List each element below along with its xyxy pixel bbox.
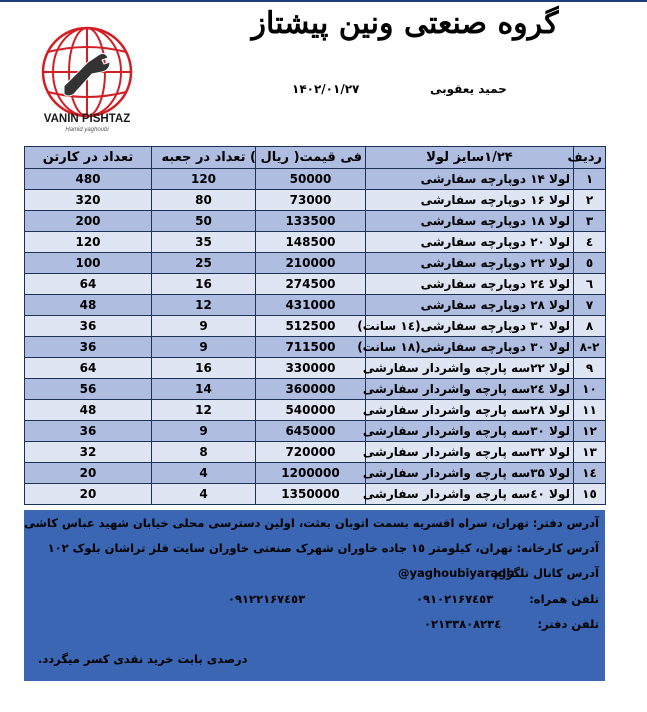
row-box-count: 12	[152, 295, 256, 316]
row-price: 1350000	[256, 484, 366, 505]
table-row	[25, 295, 606, 316]
row-description: لولا ۳۰سه پارچه واشردار سفارشی	[366, 421, 574, 442]
company-logo	[22, 24, 152, 134]
row-carton-count: 20	[25, 463, 152, 484]
discount-note: درصدی بابت خرید نقدی کسر میگردد.	[38, 652, 248, 666]
row-box-count: 16	[152, 358, 256, 379]
row-index: ۲	[574, 190, 606, 211]
row-price: 645000	[256, 421, 366, 442]
table-row	[25, 358, 606, 379]
row-box-count: 4	[152, 484, 256, 505]
row-description: لولا ۱۸ دوپارچه سفارشی	[366, 211, 574, 232]
document-date: ۱۴۰۲/۰۱/۲۷	[292, 82, 360, 96]
row-box-count: 9	[152, 421, 256, 442]
row-description: لولا ۳۰ دوپارچه سفارشی(۱٤ سانت)	[366, 316, 574, 337]
row-carton-count: 480	[25, 169, 152, 190]
row-carton-count: 200	[25, 211, 152, 232]
row-price: 50000	[256, 169, 366, 190]
globe-icon	[22, 24, 152, 134]
row-index: ۱۱	[574, 400, 606, 421]
contact-footer	[24, 510, 605, 681]
row-box-count: 16	[152, 274, 256, 295]
row-box-count: 25	[152, 253, 256, 274]
row-carton-count: 36	[25, 421, 152, 442]
row-box-count: 35	[152, 232, 256, 253]
person-name: حمید یعقوبی	[430, 82, 507, 96]
row-carton-count: 120	[25, 232, 152, 253]
row-description: لولا ۱۴ دوپارچه سفارشی	[366, 169, 574, 190]
row-index: ٤	[574, 232, 606, 253]
table-row	[25, 169, 606, 190]
row-description: لولا ۱۶ دوپارچه سفارشی	[366, 190, 574, 211]
row-description: لولا ۳۰ دوپارچه سفارشی(۱۸ سانت)	[366, 337, 574, 358]
header-carton-count: تعداد در کارتن	[25, 147, 152, 169]
page-title: گروه صنعتی ونین پیشتاز	[251, 6, 559, 41]
row-description: لولا ۲٤ دوپارچه سفارشی	[366, 274, 574, 295]
row-box-count: 9	[152, 316, 256, 337]
row-index: ۱۳	[574, 442, 606, 463]
row-price: 73000	[256, 190, 366, 211]
row-box-count: 50	[152, 211, 256, 232]
telegram-handle[interactable]: @yaghoubiyaragh	[398, 566, 515, 580]
row-index: ۹	[574, 358, 606, 379]
logo-subtext: Hamid yaghoubi	[65, 127, 109, 133]
row-carton-count: 100	[25, 253, 152, 274]
table-row	[25, 463, 606, 484]
table-row	[25, 211, 606, 232]
row-index: ۱۲	[574, 421, 606, 442]
row-box-count: 12	[152, 400, 256, 421]
row-price: 1200000	[256, 463, 366, 484]
table-row	[25, 442, 606, 463]
row-carton-count: 32	[25, 442, 152, 463]
price-table	[24, 146, 606, 505]
row-box-count: 14	[152, 379, 256, 400]
mobile-number-1: ۰۹۱۰۲۱۶۷٤٥۳	[416, 592, 494, 606]
table-row	[25, 337, 606, 358]
table-row	[25, 253, 606, 274]
row-carton-count: 20	[25, 484, 152, 505]
table-row	[25, 316, 606, 337]
header-index: ردیف	[574, 147, 606, 169]
row-description: لولا ٤۰سه پارچه واشردار سفارشی	[366, 484, 574, 505]
row-box-count: 4	[152, 463, 256, 484]
row-description: لولا ۲٤سه پارچه واشردار سفارشی	[366, 379, 574, 400]
row-carton-count: 56	[25, 379, 152, 400]
table-row	[25, 274, 606, 295]
row-index: ٦	[574, 274, 606, 295]
table-row	[25, 379, 606, 400]
row-box-count: 80	[152, 190, 256, 211]
office-address: آدرس دفتر: تهران، سراه افسریه بسمت اتوبان بعثت، اولین دسترسی محلی خیابان شهید عباس کاشی	[23, 516, 599, 530]
mobile-label: تلفن همراه:	[529, 592, 599, 606]
table-row	[25, 190, 606, 211]
row-price: 431000	[256, 295, 366, 316]
row-price: 330000	[256, 358, 366, 379]
row-description: لولا ۳۵سه پارچه واشردار سفارشی	[366, 463, 574, 484]
row-carton-count: 64	[25, 358, 152, 379]
row-index: ۸-۲	[574, 337, 606, 358]
row-price: 274500	[256, 274, 366, 295]
header-description: ۱/۲۴سایز لولا	[366, 147, 574, 169]
row-price: 133500	[256, 211, 366, 232]
row-carton-count: 64	[25, 274, 152, 295]
row-price: 512500	[256, 316, 366, 337]
table-row	[25, 232, 606, 253]
row-index: ۷	[574, 295, 606, 316]
row-carton-count: 48	[25, 295, 152, 316]
row-carton-count: 48	[25, 400, 152, 421]
telegram-label: آدرس کانال تلگرام :	[485, 566, 599, 580]
header-box-count: تعداد در جعبه	[152, 147, 256, 169]
row-description: لولا ۳۲سه پارچه واشردار سفارشی	[366, 442, 574, 463]
row-carton-count: 36	[25, 316, 152, 337]
row-box-count: 9	[152, 337, 256, 358]
row-index: ۱٥	[574, 484, 606, 505]
office-phone-label: تلفن دفتر:	[537, 617, 599, 631]
mobile-number-2: ۰۹۱۲۲۱۶۷٤٥۳	[228, 592, 306, 606]
row-box-count: 120	[152, 169, 256, 190]
row-price: 360000	[256, 379, 366, 400]
logo-text: VANIN PISHTAZ	[43, 113, 131, 125]
office-phone: ۰۲۱۳۳۸۰۸۲۳٤	[424, 617, 502, 631]
table-row	[25, 400, 606, 421]
row-index: ۸	[574, 316, 606, 337]
row-index: ۱	[574, 169, 606, 190]
row-description: لولا ۲۸ دوپارچه سفارشی	[366, 295, 574, 316]
row-price: 540000	[256, 400, 366, 421]
row-description: لولا ۲۸سه پارچه واشردار سفارشی	[366, 400, 574, 421]
row-box-count: 8	[152, 442, 256, 463]
row-price: 148500	[256, 232, 366, 253]
header-price: فی قیمت( ریال )	[256, 147, 366, 169]
row-carton-count: 36	[25, 337, 152, 358]
table-row	[25, 484, 606, 505]
row-index: ۱۰	[574, 379, 606, 400]
top-border-line	[0, 0, 647, 2]
table-row	[25, 421, 606, 442]
row-description: لولا ۲۲ دوپارچه سفارشی	[366, 253, 574, 274]
row-index: ۱٤	[574, 463, 606, 484]
table-header-row	[25, 147, 606, 169]
row-price: 720000	[256, 442, 366, 463]
row-carton-count: 320	[25, 190, 152, 211]
row-index: ٥	[574, 253, 606, 274]
row-price: 711500	[256, 337, 366, 358]
row-price: 210000	[256, 253, 366, 274]
factory-address: آدرس کارخانه: تهران، کیلومتر ۱٥ جاده خاوران شهرک صنعتی خاوران سایت فلز تراشان بلوک ۱۰۲	[47, 541, 599, 555]
row-description: لولا ۲۰ دوپارچه سفارشی	[366, 232, 574, 253]
row-description: لولا ۲۲سه پارچه واشردار سفارشی	[366, 358, 574, 379]
row-index: ۳	[574, 211, 606, 232]
